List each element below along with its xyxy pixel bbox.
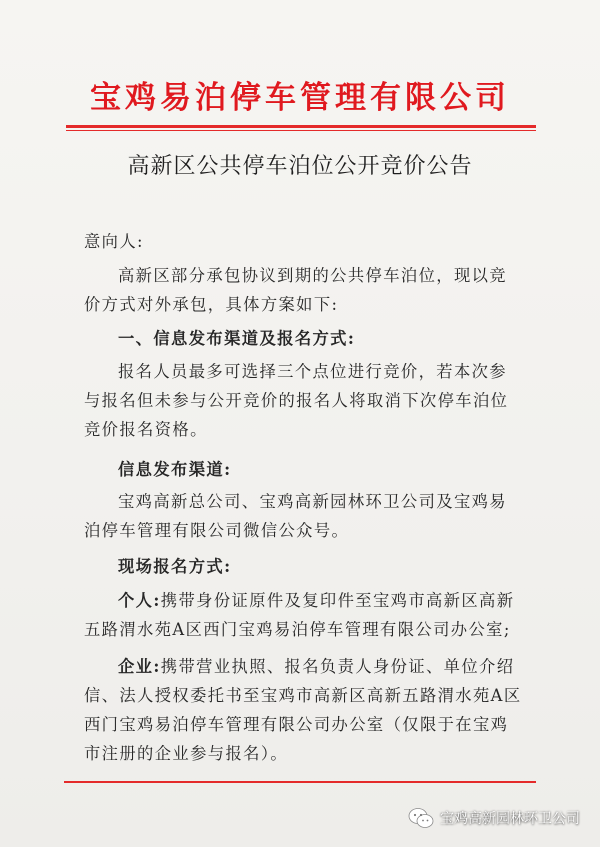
wechat-icon <box>408 807 434 829</box>
individual-paragraph <box>84 586 524 644</box>
salutation: 意向人: <box>84 232 144 251</box>
watermark-text: 宝鸡高新园林环卫公司 <box>440 811 580 827</box>
enterprise-paragraph <box>84 652 524 768</box>
individual-text: 携带身份证原件及复印件至宝鸡市高新区高新五路渭水苑A区西门宝鸡易泊停车管理有限公司办公室; <box>84 591 515 639</box>
footer-rule <box>64 781 536 783</box>
individual-label: 个人: <box>118 591 161 610</box>
company-name: 宝鸡易泊停车管理有限公司 <box>90 80 510 116</box>
wechat-watermark <box>408 804 580 832</box>
notice-title: 高新区公共停车泊位公开竞价公告 <box>127 154 473 179</box>
channel-paragraph: 宝鸡高新总公司、宝鸡高新园林环卫公司及宝鸡易泊停车管理有限公司微信公众号。 <box>84 492 507 540</box>
section1-heading: 一、信息发布渠道及报名方式: <box>118 329 356 348</box>
intro-paragraph: 高新区部分承包协议到期的公共停车泊位，现以竞价方式对外承包，具体方案如下: <box>84 266 507 314</box>
enterprise-label: 企业: <box>118 657 161 676</box>
section1-paragraph: 报名人员最多可选择三个点位进行竞价，若本次参与报名但未参与公开竞价的报名人将取消下次停车泊位竞价报名资格。 <box>84 362 509 439</box>
header-rule-thin <box>66 130 536 131</box>
onsite-heading: 现场报名方式: <box>118 557 232 576</box>
channel-heading: 信息发布渠道: <box>118 460 232 479</box>
enterprise-text: 携带营业执照、报名负责人身份证、单位介绍信、法人授权委托书至宝鸡市高新区高新五路渭水苑A区西门宝鸡易泊停车管理有限公司办公室（仅限于在宝鸡市注册的企业参与报名）。 <box>84 657 522 763</box>
header-rule-thick <box>66 125 536 128</box>
